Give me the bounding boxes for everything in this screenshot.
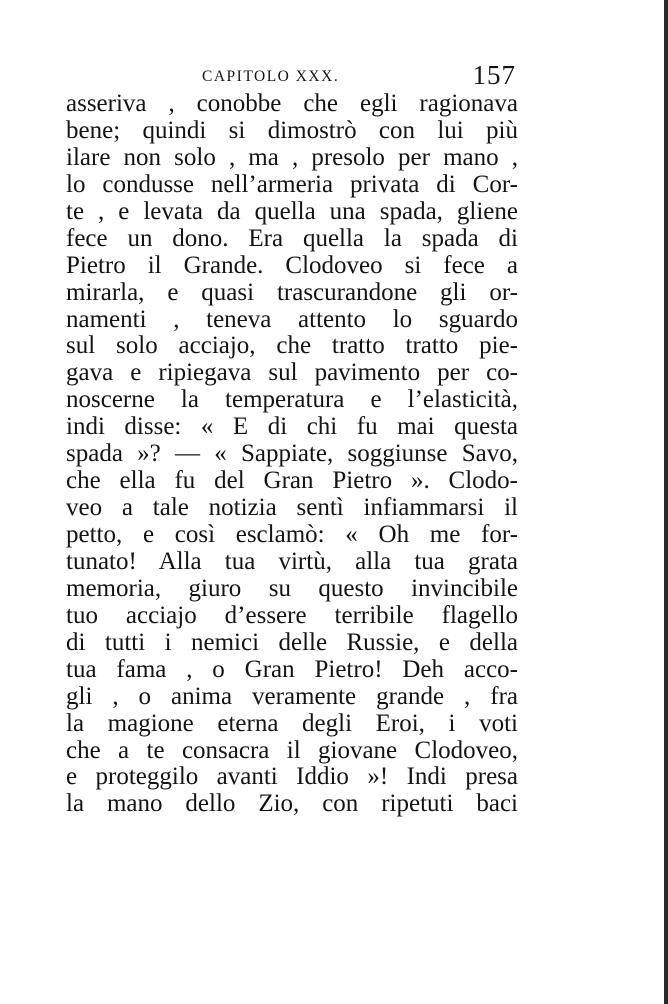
text-line: asseriva , conobbe che egli ragionava bbox=[66, 91, 518, 117]
running-head: CAPITOLO XXX. bbox=[202, 68, 340, 85]
text-line: memoria, giuro su questo invincibile bbox=[66, 575, 518, 602]
text-line: gli , o anima veramente grande , fra bbox=[66, 683, 518, 710]
page-number: 157 bbox=[472, 60, 516, 90]
text-line: ilare non solo , ma , presolo per mano , bbox=[66, 144, 518, 171]
text-line: la mano dello Zio, con ripetuti baci bbox=[66, 791, 518, 818]
text-line: tua fama , o Gran Pietro! Deh acco- bbox=[66, 656, 518, 683]
text-line: tuo acciajo d’essere terribile flagello bbox=[66, 602, 518, 629]
text-line: che ella fu del Gran Pietro ». Clodo- bbox=[66, 468, 518, 495]
text-line: petto, e così esclamò: « Oh me for- bbox=[66, 522, 518, 548]
body-text bbox=[66, 91, 518, 818]
text-line: fece un dono. Era quella la spada di bbox=[66, 225, 518, 252]
page-header bbox=[66, 62, 518, 94]
text-line: sul solo acciajo, che tratto tratto pie- bbox=[66, 333, 518, 360]
text-line: di tutti i nemici delle Russie, e della bbox=[66, 629, 518, 656]
text-line: tunato! Alla tua virtù, alla tua grata bbox=[66, 548, 518, 575]
text-line: lo condusse nell’armeria privata di Cor- bbox=[66, 171, 518, 198]
text-line: Pietro il Grande. Clodoveo si fece a bbox=[66, 252, 518, 279]
text-line: gava e ripiegava sul pavimento per co- bbox=[66, 360, 518, 387]
text-line: mirarla, e quasi trascurandone gli or- bbox=[66, 279, 518, 306]
text-line: la magione eterna degli Eroi, i voti bbox=[66, 710, 518, 737]
text-line: namenti , teneva attento lo sguardo bbox=[66, 306, 518, 333]
text-line: e proteggilo avanti Iddio »! Indi presa bbox=[66, 764, 518, 791]
text-line: bene; quindi si dimostrò con lui più bbox=[66, 117, 518, 144]
text-line: spada »? — « Sappiate, soggiunse Savo, bbox=[66, 441, 518, 468]
text-line: te , e levata da quella una spada, gliene bbox=[66, 198, 518, 225]
text-line: veo a tale notizia sentì infiammarsi il bbox=[66, 495, 518, 522]
text-line: indi disse: « E di chi fu mai questa bbox=[66, 414, 518, 441]
text-line: noscerne la temperatura e l’elasticità, bbox=[66, 387, 518, 414]
text-line: che a te consacra il giovane Clodoveo, bbox=[66, 737, 518, 764]
page-edge-shadow bbox=[664, 0, 668, 1004]
